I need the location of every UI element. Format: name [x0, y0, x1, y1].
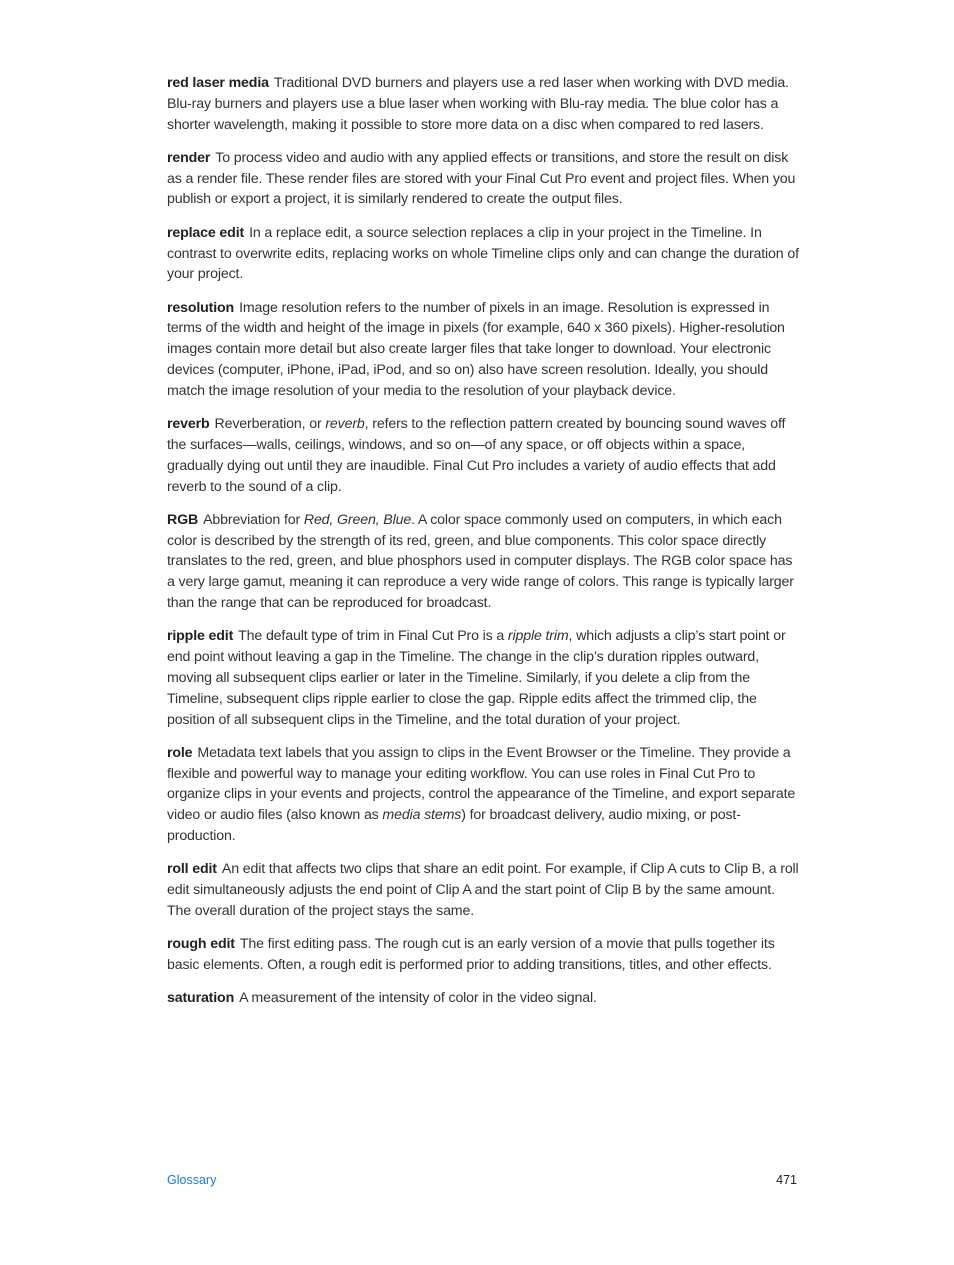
definition-text: Traditional DVD burners and players use a red laser when working with DVD media. Blu-ray burners and players use a blue laser when working with Blu-ray media. The blue color has a shorter wavelength, making it possible to store more data on a disc when compared to red lasers. [167, 75, 789, 133]
glossary-term: roll edit [167, 861, 217, 878]
glossary-term: resolution [167, 299, 235, 316]
definition-text: In a replace edit, a source selection replaces a clip in your project in the Timeline. In contrast to overwrite edits, replacing works on whole Timeline clips only and can change the duration of your project. [167, 224, 799, 283]
definition-text: To process video and audio with any applied effects or transitions, and store the result on disk as a render file. These render files are stored with your Final Cut Pro event and project files. When you publish or export a project, it is similarly rendered to create the output files. [167, 149, 796, 208]
glossary-entry [167, 743, 799, 847]
glossary-entry [167, 626, 799, 730]
definition-text: Abbreviation for [203, 511, 304, 528]
glossary-entry [167, 73, 799, 135]
glossary-term: saturation [167, 990, 235, 1007]
glossary-entry [167, 859, 799, 921]
glossary-entry [167, 510, 799, 614]
glossary-term: rough edit [167, 936, 235, 953]
glossary-entry [167, 988, 799, 1009]
definition-text: An edit that affects two clips that share an edit point. For example, if Clip A cuts to Clip B, a roll edit simultaneously adjusts the end point of Clip A and the start point of Clip B by the same amount. The overall duration of the project stays the same. [167, 861, 799, 919]
definition-emphasis: ripple trim [507, 628, 569, 645]
definition-text: A measurement of the intensity of color in the video signal. [239, 990, 597, 1007]
glossary-entry [167, 148, 799, 210]
definition-emphasis: media stems [382, 807, 462, 824]
page-number: 471 [776, 1173, 797, 1187]
definition-text: The default type of trim in Final Cut Pro is a [238, 628, 508, 645]
glossary-entries [167, 73, 799, 1022]
glossary-term: render [167, 149, 211, 166]
glossary-term: reverb [167, 416, 210, 433]
glossary-term: role [167, 744, 193, 761]
glossary-term: red laser media [167, 75, 269, 91]
definition-text: ) for broadcast delivery, audio mixing, or post-production. [167, 807, 741, 844]
glossary-term: RGB [167, 511, 199, 528]
glossary-entry [167, 934, 799, 976]
definition-text: Image resolution refers to the number of pixels in an image. Resolution is expressed in terms of the width and height of the image in pixels (for example, 640 x 360 pixels). Higher-resolution images contain more detail but also create larger files that take longer to download. Your electronic devices (computer, iPhone, iPad, iPod, and so on) also have screen resolution. Ideally, you should match the image resolution of your media to the resolution of your playback device. [167, 299, 785, 399]
definition-emphasis: reverb [325, 416, 365, 433]
glossary-term: ripple edit [167, 628, 234, 645]
glossary-entry [167, 414, 799, 497]
glossary-entry [167, 223, 799, 285]
definition-text: Metadata text labels that you assign to clips in the Event Browser or the Timeline. They provide a flexible and powerful way to manage your editing workflow. You can use roles in Final Cut Pro to organize clips in your events and projects, control the appearance of the Timeline, and export separate video or audio files (also known as [167, 744, 796, 824]
definition-text: The first editing pass. The rough cut is an early version of a movie that pulls together its basic elements. Often, a rough edit is performed prior to adding transitions, titles, and other effects. [167, 936, 775, 973]
glossary-entry [167, 298, 799, 402]
footer-section-link[interactable]: Glossary [167, 1173, 217, 1187]
definition-text: Reverberation, or [214, 416, 326, 433]
definition-text: , refers to the reflection pattern created by bouncing sound waves off the surfaces—walls, ceilings, windows, and so on—of any space, or off objects within a space, gradually dying out until they are inaudible. Final Cut Pro includes a variety of audio effects that add reverb to the sound of a clip. [167, 416, 786, 495]
definition-emphasis: Red, Green, Blue [303, 511, 412, 528]
glossary-term: replace edit [167, 224, 245, 241]
page-footer [167, 1173, 799, 1191]
definition-text: , which adjusts a clip’s start point or end point without leaving a gap in the Timeline. The change in the clip’s duration ripples outward, moving all subsequent clips earlier or later in the Timeline. Similarly, if you delete a clip from the Timeline, subsequent clips ripple earlier to close the gap. Ripple edits affect the trimmed clip, the position of all subsequent clips in the Timeline, and the total duration of your project. [167, 628, 786, 728]
definition-text: . A color space commonly used on computers, in which each color is described by the strength of its red, green, and blue components. This color space directly translates to the red, green, and blue phosphors used in computer displays. The RGB color space has a very large gamut, meaning it can reproduce a very wide range of colors. This range is typically larger than the range that can be reproduced for broadcast. [167, 511, 794, 612]
